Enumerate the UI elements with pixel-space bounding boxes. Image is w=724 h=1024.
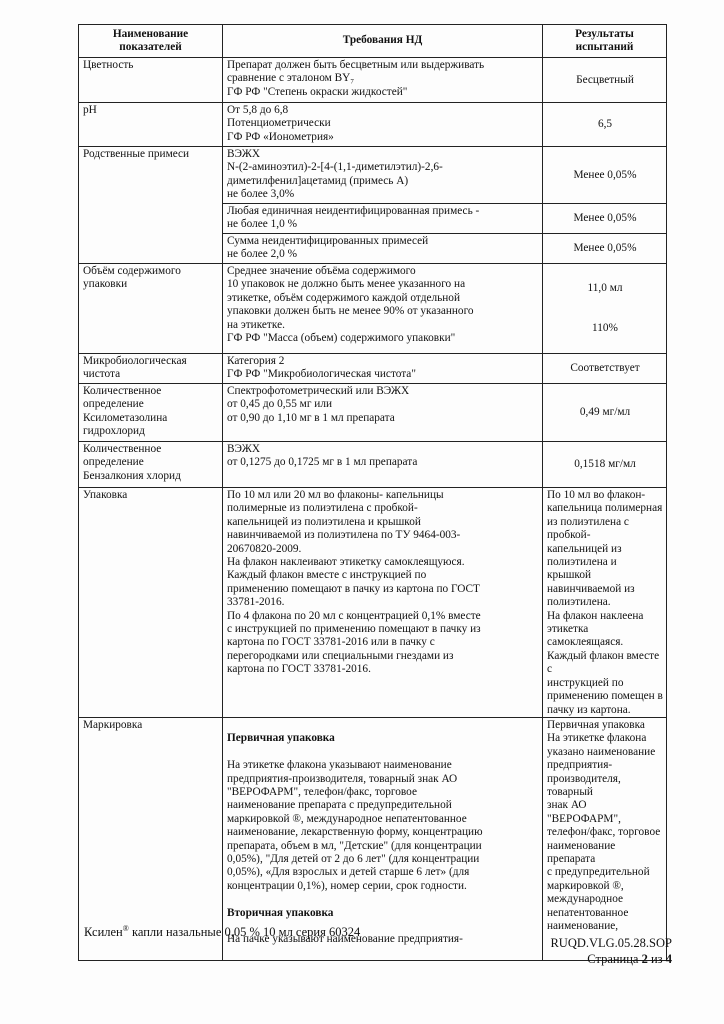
registered-mark: ® [122, 924, 129, 933]
product-name: Ксилен [84, 925, 123, 940]
requirements-cell: Любая единичная неидентифицированная примесь - не более 1,0 % [223, 204, 543, 234]
result-cell: 0,1518 мг/мл [543, 442, 667, 488]
result-cell: Бесцветный [543, 58, 667, 103]
requirements-cell: Спектрофотометрический или ВЭЖХ от 0,45 до 0,55 мг или от 0,90 до 1,10 мг в 1 мл препарата [223, 384, 543, 442]
requirements-cell: По 10 мл или 20 мл во флаконы- капельницы полимерные из полиэтилена с пробкой- капельницей из полиэтилена и крышкой навинчиваемой из полиэтилена по ТУ 9464-003- 20670820-2009. На флакон наклеивают этикетку самоклеящуюся. Каждый флакон вместе с инструкцией по применению помещают в пачку из картона по ГОСТ 33781-2016. По 4 флакона по 20 мл с концентрацией 0,1% вместе с инструкцией по применению помещают в пачку из картона по ГОСТ 33781-2016 или в пачку с перегородками или специальными гнездами из картона по ГОСТ 33781-2016. [223, 488, 543, 718]
header-requirements: Требования НД [223, 25, 543, 58]
table-row-packaging [79, 488, 667, 718]
primary-packaging-heading: Первичная упаковка [227, 732, 335, 745]
result-volume: 11,0 мл [587, 282, 623, 295]
table-row-color [79, 58, 667, 103]
table-row-impurities [79, 147, 667, 204]
requirements-cell: От 5,8 до 6,8 Потенциометрически ГФ РФ «Ионометрия» [223, 103, 543, 147]
indicator-cell: Цветность [79, 58, 223, 103]
requirements-cell: ВЭЖХ от 0,1275 до 0,1725 мг в 1 мл препарата [223, 442, 543, 488]
result-cell: Первичная упаковка На этикетке флакона указано наименование предприятия- производителя, товарный знак АО "ВЕРОФАРМ", телефон/факс, торговое наименование препарата с предупредительной маркировкой ®, международное непатентованное наименование, [543, 717, 667, 960]
table-row-volume [79, 264, 667, 354]
product-details: капли назальные 0,05 % 10 мл серия 60324 [128, 925, 361, 940]
table-row-benzalkonium [79, 442, 667, 488]
result-cell: Менее 0,05% [543, 234, 667, 264]
requirements-cell: Сумма неидентифицированных примесей не более 2,0 % [223, 234, 543, 264]
indicator-cell: Упаковка [79, 488, 223, 718]
indicator-cell: Микробиологическая чистота [79, 354, 223, 384]
result-cell [543, 264, 667, 354]
requirements-cell: Категория 2 ГФ РФ "Микробиологическая чистота" [223, 354, 543, 384]
page-of: из [647, 952, 666, 966]
page-label: Страница [587, 952, 642, 966]
indicator-cell: Родственные примеси [79, 147, 223, 264]
document-code: RUQD.VLG.05.28.SOP [550, 936, 672, 950]
header-indicator: Наименование показателей [79, 25, 223, 58]
result-cell: 0,49 мг/мл [543, 384, 667, 442]
page-number [587, 952, 672, 967]
indicator-cell: Маркировка [79, 717, 223, 960]
requirements-cell: Препарат должен быть бесцветным или выдерживать сравнение с эталоном BY₇ ГФ РФ "Степень окраски жидкостей" [223, 58, 543, 103]
footer-product-line [84, 924, 360, 940]
secondary-packaging-heading: Вторичная упаковка [227, 906, 334, 919]
page-current: 2 [641, 952, 648, 966]
indicator-cell: pH [79, 103, 223, 147]
table-row-ph [79, 103, 667, 147]
result-cell: Менее 0,05% [543, 147, 667, 204]
result-cell: Менее 0,05% [543, 204, 667, 234]
test-results-table [78, 24, 667, 961]
result-volume-percent: 110% [592, 322, 618, 335]
requirements-cell: ВЭЖХ N-(2-аминоэтил)-2-[4-(1,1-диметилэтил)-2,6- диметилфенил]ацетамид (примесь А) не более 3,0% [223, 147, 543, 204]
result-cell: По 10 мл во флакон- капельница полимерная из полиэтилена с пробкой- капельницей из полиэтилена и крышкой навинчиваемой из полиэтилена. На флакон наклеена этикетка самоклеящаяся. Каждый флакон вместе с инструкцией по применению помещен в пачку из картона. [543, 488, 667, 718]
header-results: Результаты испытаний [543, 25, 667, 58]
secondary-packaging-text: На пачке указывают наименование предприятия- [227, 933, 463, 946]
page-total: 4 [665, 952, 672, 966]
result-cell: 6,5 [543, 103, 667, 147]
result-cell: Соответствует [543, 354, 667, 384]
primary-packaging-text: На этикетке флакона указывают наименование предприятия-производителя, товарный знак АО "ВЕРОФАРМ", телефон/факс, торговое наименование препарата с предупредительной маркировкой ®, международное непатентованное наименование, лекарственную форму, концентрацию препарата, объем в мл, "Детские" (для концентрации 0,05%), "Для детей от 2 до 6 лет" (для концентрации 0,05%), «Для взрослых и детей старше 6 лет» (для концентрации 0,1%), номер серии, срок годности. [227, 759, 483, 892]
indicator-cell: Количественное определение Бензалкония хлорид [79, 442, 223, 488]
requirements-cell: Среднее значение объёма содержимого 10 упаковок не должно быть менее указанного на этикетке, объём содержимого каждой отдельной упаковки должен быть не менее 90% от указанного на этикетке. ГФ РФ "Масса (объем) содержимого упаковки" [223, 264, 543, 354]
table-row-microbiology [79, 354, 667, 384]
table-header-row [79, 25, 667, 58]
table-row-xylometazoline [79, 384, 667, 442]
indicator-cell: Количественное определение Ксилометазолина гидрохлорид [79, 384, 223, 442]
indicator-cell: Объём содержимого упаковки [79, 264, 223, 354]
